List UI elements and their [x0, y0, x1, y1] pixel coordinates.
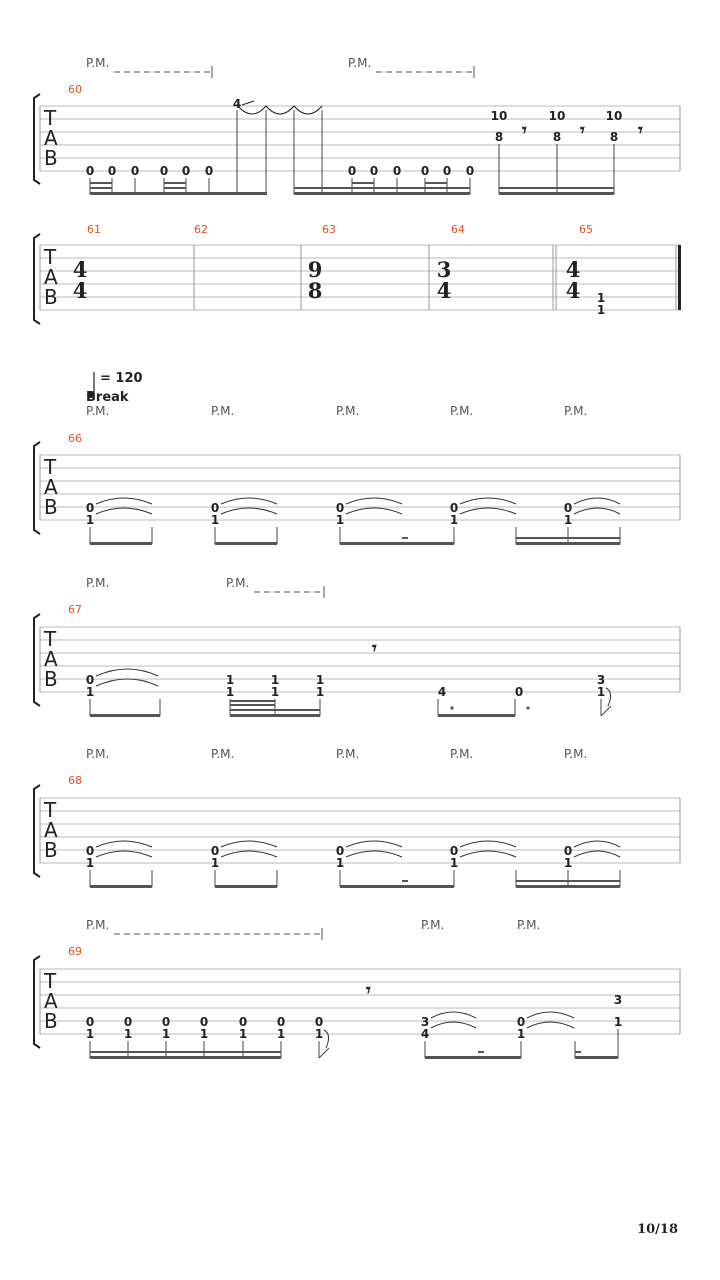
time-signature: 9 — [307, 257, 323, 282]
palm-mute-label: P.M. — [86, 918, 110, 932]
fret-number: 0 — [85, 501, 95, 515]
tab-letter: B — [44, 495, 58, 519]
tab-letter: A — [44, 265, 58, 289]
fret-number: 1 — [199, 1027, 209, 1041]
tab-staff — [0, 914, 720, 1074]
fret-number: 0 — [449, 844, 459, 858]
palm-mute-label: P.M. — [211, 747, 235, 761]
fret-number: 1 — [210, 856, 220, 870]
fret-number: 1 — [516, 1027, 526, 1041]
page-number: 10/18 — [637, 1222, 678, 1237]
tab-letter: A — [44, 989, 58, 1013]
palm-mute-label: P.M. — [86, 576, 110, 590]
palm-mute-label: P.M. — [421, 918, 445, 932]
fret-number: 1 — [563, 856, 573, 870]
tab-letter: A — [44, 647, 58, 671]
fret-number: 8 — [609, 130, 619, 144]
fret-number: 0 — [335, 501, 345, 515]
fret-number: 0 — [123, 1015, 133, 1029]
palm-mute-label: P.M. — [450, 404, 474, 418]
fret-number: 8 — [494, 130, 504, 144]
section-label: Break — [86, 390, 129, 405]
tab-staff — [0, 220, 720, 340]
fret-number: 4 — [437, 685, 447, 699]
tab-letter: A — [44, 475, 58, 499]
fret-number: 0 — [347, 164, 357, 178]
fret-number: 1 — [596, 303, 606, 317]
fret-number: 1 — [85, 856, 95, 870]
palm-mute-label: P.M. — [517, 918, 541, 932]
tab-letter: T — [44, 798, 57, 822]
svg-text:𝄾: 𝄾 — [580, 120, 585, 141]
fret-number: 0 — [85, 164, 95, 178]
fret-number: 1 — [85, 685, 95, 699]
tab-staff — [0, 572, 720, 732]
fret-number: 0 — [210, 501, 220, 515]
fret-number: 4 — [420, 1027, 430, 1041]
fret-number: 0 — [130, 164, 140, 178]
fret-number: 1 — [225, 673, 235, 687]
fret-number: 0 — [161, 1015, 171, 1029]
fret-number: 0 — [107, 164, 117, 178]
time-signature: 4 — [565, 257, 581, 282]
fret-number: 1 — [314, 1027, 324, 1041]
measure-number: 60 — [68, 83, 82, 96]
tab-letter: B — [44, 838, 58, 862]
fret-number: 1 — [161, 1027, 171, 1041]
fret-number: 0 — [442, 164, 452, 178]
fret-number: 8 — [552, 130, 562, 144]
fret-number: 0 — [199, 1015, 209, 1029]
fret-number: 1 — [270, 685, 280, 699]
palm-mute-label: P.M. — [86, 56, 110, 70]
fret-number: 1 — [315, 673, 325, 687]
measure-number: 66 — [68, 432, 82, 445]
time-signature: 4 — [72, 257, 88, 282]
fret-number: 1 — [210, 513, 220, 527]
fret-number: 1 — [596, 685, 606, 699]
fret-number: 1 — [449, 856, 459, 870]
fret-number: 10 — [548, 109, 566, 123]
tab-letter: A — [44, 818, 58, 842]
fret-number: 0 — [514, 685, 524, 699]
time-signature: 8 — [307, 278, 323, 303]
fret-number: 0 — [276, 1015, 286, 1029]
fret-number: 0 — [516, 1015, 526, 1029]
fret-number: 1 — [276, 1027, 286, 1041]
tab-system-2 — [0, 220, 720, 340]
tab-letter: B — [44, 146, 58, 170]
fret-number: 0 — [238, 1015, 248, 1029]
fret-number: 0 — [204, 164, 214, 178]
fret-number: 0 — [85, 844, 95, 858]
palm-mute-label: P.M. — [564, 404, 588, 418]
fret-number: 1 — [315, 685, 325, 699]
fret-number: 0 — [449, 501, 459, 515]
fret-number: 0 — [563, 501, 573, 515]
tab-letter: B — [44, 285, 58, 309]
fret-number: 3 — [420, 1015, 430, 1029]
measure-number: 69 — [68, 945, 82, 958]
time-signature: 3 — [436, 257, 452, 282]
tab-system-1 — [0, 50, 720, 210]
fret-number: 3 — [613, 993, 623, 1007]
tempo-marking: = 120 — [100, 371, 143, 386]
fret-number: 1 — [596, 291, 606, 305]
fret-number: 4 — [232, 97, 242, 111]
fret-number: 0 — [369, 164, 379, 178]
fret-number: 3 — [596, 673, 606, 687]
fret-number: 0 — [210, 844, 220, 858]
fret-number: 0 — [314, 1015, 324, 1029]
fret-number: 1 — [335, 513, 345, 527]
fret-number: 0 — [420, 164, 430, 178]
tab-staff — [0, 400, 720, 560]
palm-mute-label: P.M. — [336, 404, 360, 418]
palm-mute-label: P.M. — [348, 56, 372, 70]
time-signature: 4 — [72, 278, 88, 303]
tab-letter: T — [44, 245, 57, 269]
tab-system-4 — [0, 572, 720, 732]
measure-number: 67 — [68, 603, 82, 616]
palm-mute-label: P.M. — [564, 747, 588, 761]
fret-number: 0 — [335, 844, 345, 858]
fret-number: 0 — [181, 164, 191, 178]
fret-number: 1 — [449, 513, 459, 527]
palm-mute-label: P.M. — [226, 576, 250, 590]
svg-text:𝄾: 𝄾 — [372, 638, 377, 659]
measure-number: 63 — [322, 223, 336, 236]
svg-text:𝄾: 𝄾 — [522, 120, 527, 141]
measure-number: 68 — [68, 774, 82, 787]
fret-number: 0 — [392, 164, 402, 178]
tab-letter: T — [44, 969, 57, 993]
palm-mute-label: P.M. — [336, 747, 360, 761]
fret-number: 1 — [225, 685, 235, 699]
fret-number: 1 — [563, 513, 573, 527]
svg-text:𝄾: 𝄾 — [638, 120, 643, 141]
fret-number: 0 — [85, 673, 95, 687]
palm-mute-label: P.M. — [86, 747, 110, 761]
tab-letter: T — [44, 455, 57, 479]
tab-staff — [0, 743, 720, 903]
fret-number: 1 — [238, 1027, 248, 1041]
fret-number: 0 — [465, 164, 475, 178]
fret-number: 0 — [85, 1015, 95, 1029]
tab-letter: A — [44, 126, 58, 150]
tab-letter: B — [44, 1009, 58, 1033]
tab-system-6 — [0, 914, 720, 1074]
svg-text:𝄾: 𝄾 — [366, 980, 371, 1001]
time-signature: 4 — [436, 278, 452, 303]
fret-number: 1 — [85, 513, 95, 527]
measure-number: 61 — [87, 223, 101, 236]
fret-number: 1 — [613, 1015, 623, 1029]
tab-system-3 — [0, 400, 720, 560]
fret-number: 1 — [270, 673, 280, 687]
fret-number: 1 — [335, 856, 345, 870]
fret-number: 0 — [159, 164, 169, 178]
measure-number: 65 — [579, 223, 593, 236]
tab-system-5 — [0, 743, 720, 903]
palm-mute-label: P.M. — [450, 747, 474, 761]
measure-number: 64 — [451, 223, 465, 236]
tab-staff — [0, 50, 720, 210]
tab-letter: B — [44, 667, 58, 691]
tab-letter: T — [44, 106, 57, 130]
fret-number: 1 — [123, 1027, 133, 1041]
fret-number: 10 — [605, 109, 623, 123]
palm-mute-label: P.M. — [211, 404, 235, 418]
measure-number: 62 — [194, 223, 208, 236]
tab-letter: T — [44, 627, 57, 651]
fret-number: 1 — [85, 1027, 95, 1041]
time-signature: 4 — [565, 278, 581, 303]
palm-mute-label: P.M. — [86, 404, 110, 418]
fret-number: 0 — [563, 844, 573, 858]
fret-number: 10 — [490, 109, 508, 123]
